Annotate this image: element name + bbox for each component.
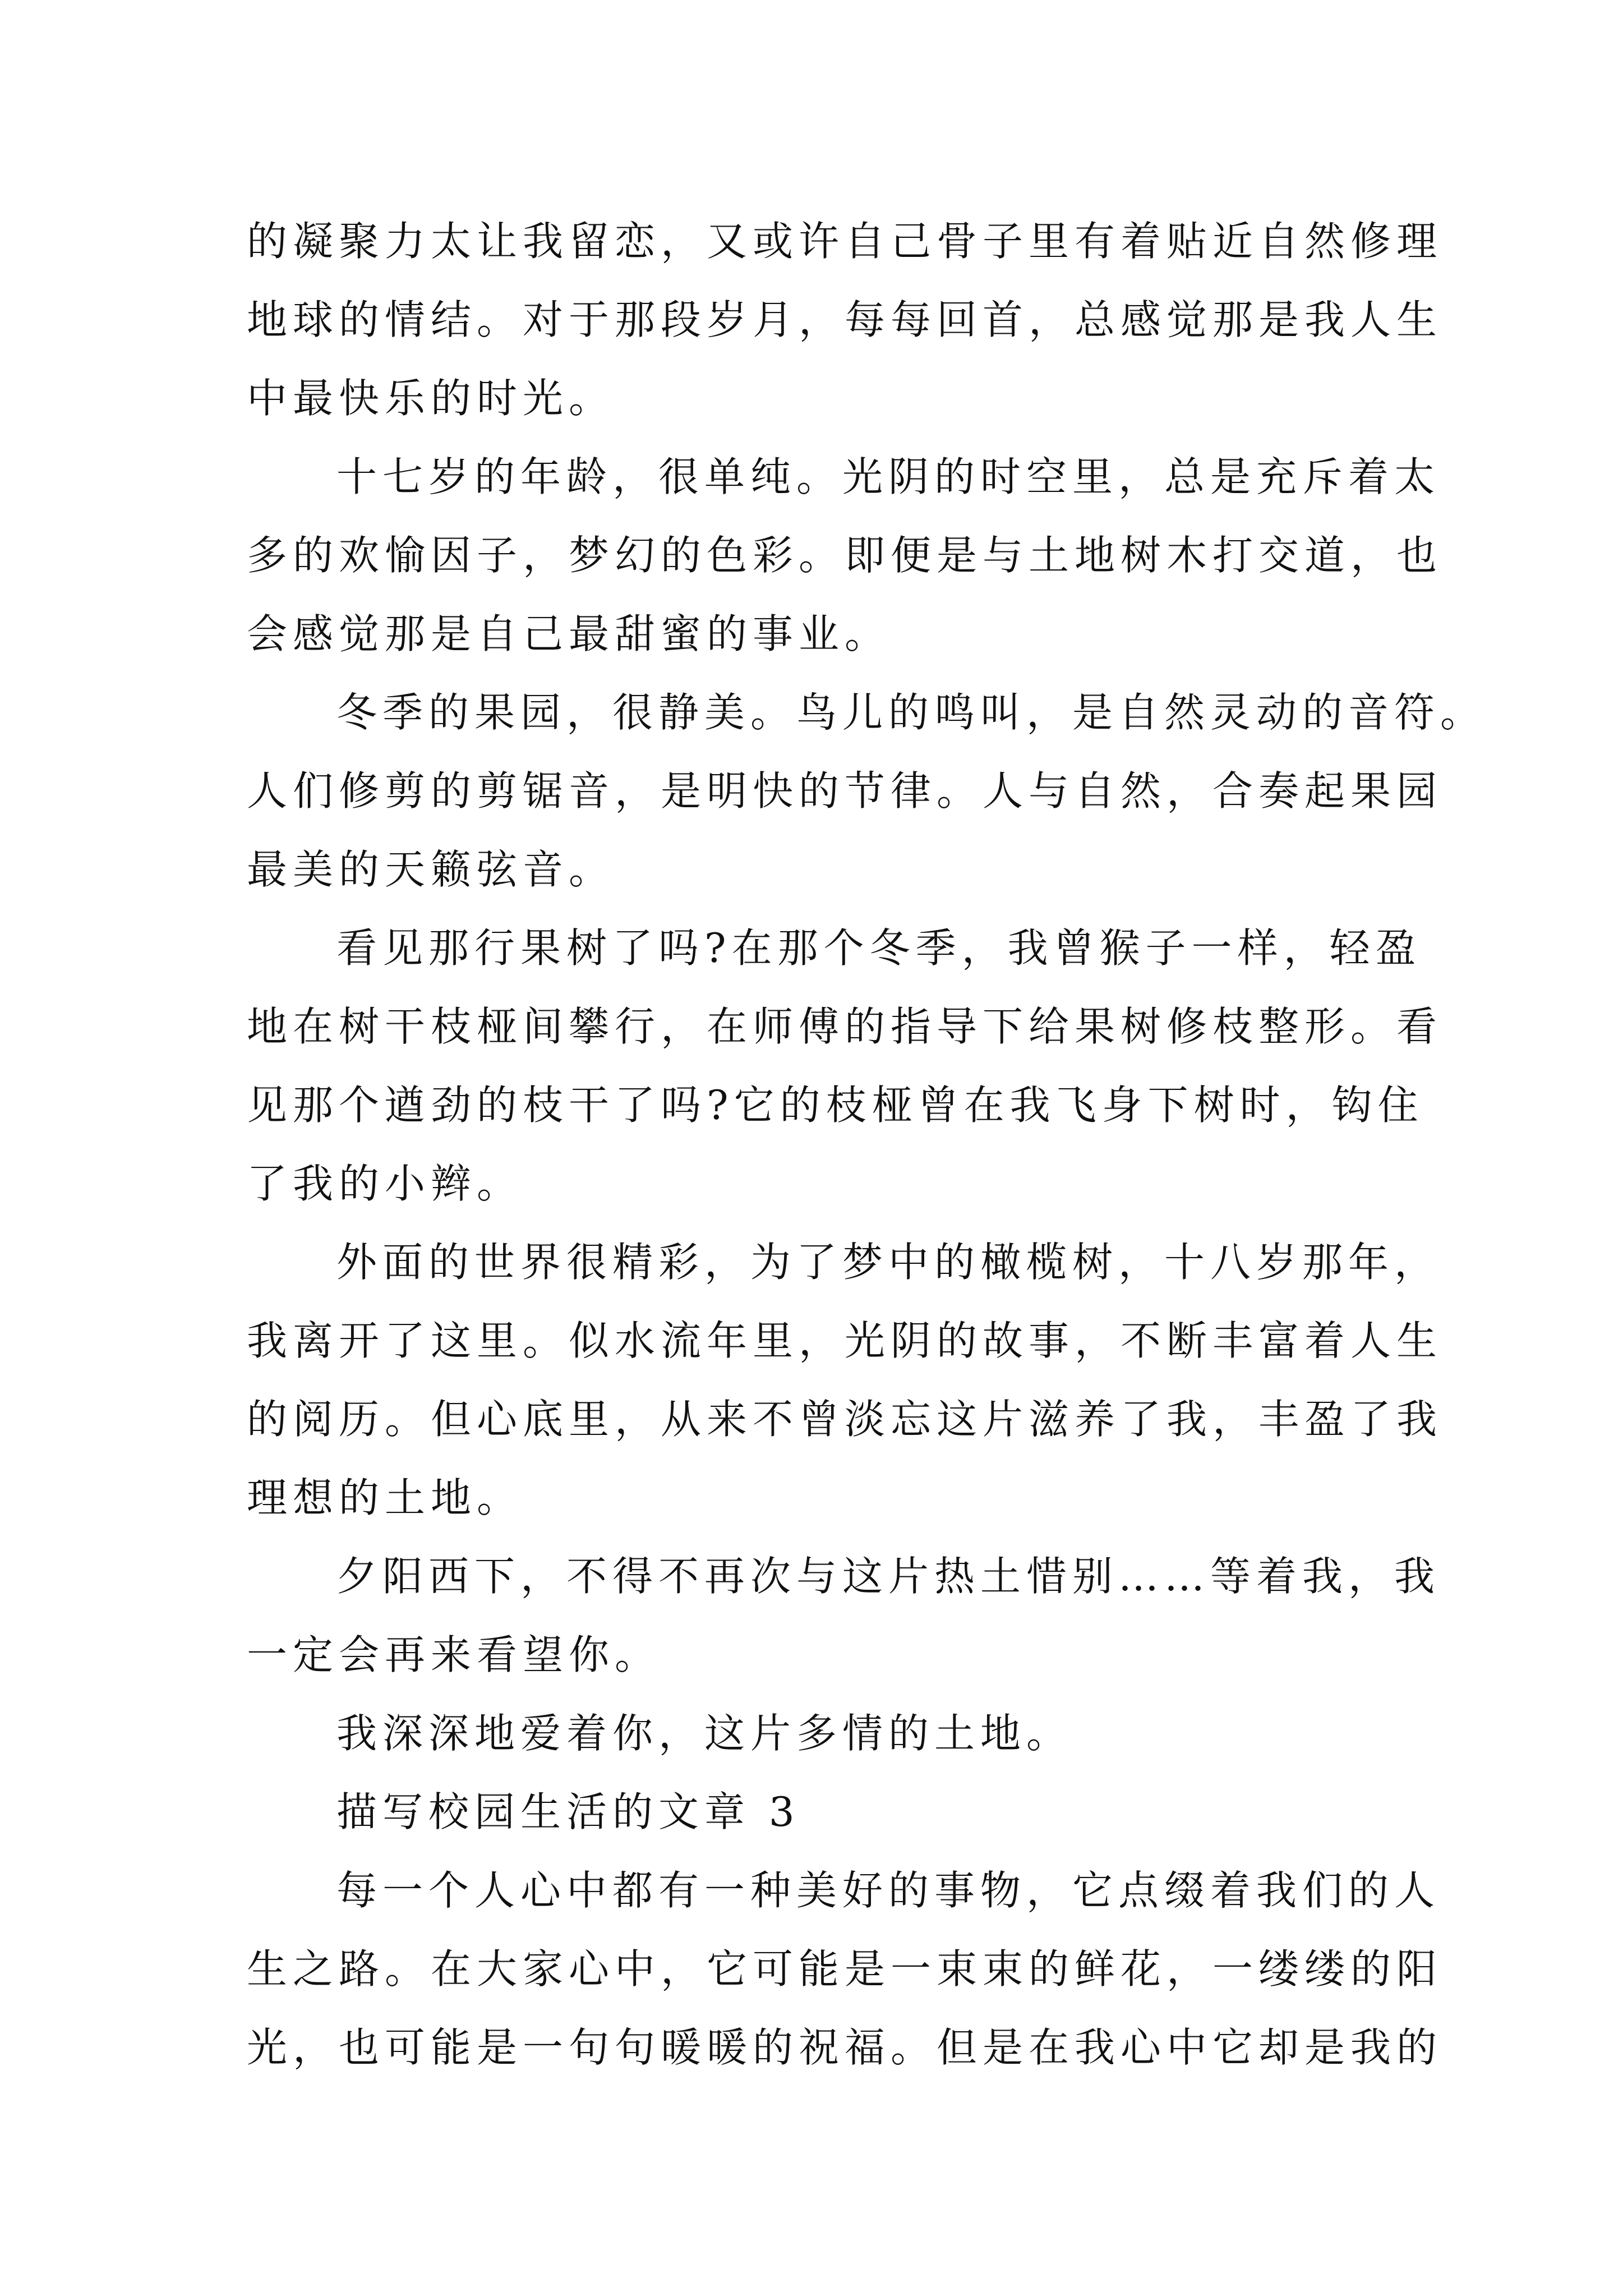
text-line: 地在树干枝桠间攀行，在师傅的指导下给果树修枝整形。看 bbox=[247, 1003, 1443, 1050]
text-line: 地球的情结。对于那段岁月，每每回首，总感觉那是我人生 bbox=[247, 296, 1443, 343]
paragraph-first-line: 每一个人心中都有一种美好的事物，它点缀着我们的人 bbox=[336, 1867, 1441, 1914]
text-line: 的凝聚力太让我留恋，又或许自己骨子里有着贴近自然修理 bbox=[247, 218, 1443, 265]
text-line: 光，也可能是一句句暖暖的祝福。但是在我心中它却是我的 bbox=[247, 2024, 1443, 2071]
text-line: 生之路。在大家心中，它可能是一束束的鲜花，一缕缕的阳 bbox=[247, 1945, 1443, 1993]
paragraph-first-line: 夕阳西下，不得不再次与这片热土惜别……等着我，我 bbox=[336, 1553, 1441, 1600]
text-line: 理想的土地。 bbox=[247, 1474, 523, 1521]
text-line: 多的欢愉因子，梦幻的色彩。即便是与土地树木打交道，也 bbox=[247, 532, 1443, 579]
paragraph-first-line: 冬季的果园，很静美。鸟儿的鸣叫，是自然灵动的音符。 bbox=[336, 689, 1487, 736]
text-line: 见那个遒劲的枝干了吗?它的枝桠曾在我飞身下树时，钩住 bbox=[247, 1082, 1424, 1129]
paragraph-first-line: 看见那行果树了吗?在那个冬季，我曾猴子一样，轻盈 bbox=[336, 924, 1422, 972]
paragraph-first-line: 外面的世界很精彩，为了梦中的橄榄树，十八岁那年， bbox=[336, 1239, 1441, 1286]
text-line: 一定会再来看望你。 bbox=[247, 1631, 661, 1678]
text-line: 人们修剪的剪锯音，是明快的节律。人与自然，合奏起果园 bbox=[247, 767, 1443, 815]
section-heading: 描写校园生活的文章 3 bbox=[336, 1788, 800, 1835]
text-line: 了我的小辫。 bbox=[247, 1160, 523, 1207]
text-line: 的阅历。但心底里，从来不曾淡忘这片滋养了我，丰盈了我 bbox=[247, 1396, 1443, 1443]
text-line: 我离开了这里。似水流年里，光阴的故事，不断丰富着人生 bbox=[247, 1317, 1443, 1364]
paragraph-first-line: 我深深地爱着你，这片多情的土地。 bbox=[336, 1710, 1073, 1757]
text-line: 中最快乐的时光。 bbox=[247, 375, 615, 422]
paragraph-first-line: 十七岁的年龄，很单纯。光阴的时空里，总是充斥着太 bbox=[336, 453, 1441, 500]
text-line: 会感觉那是自己最甜蜜的事业。 bbox=[247, 610, 891, 657]
text-line: 最美的天籁弦音。 bbox=[247, 846, 615, 893]
